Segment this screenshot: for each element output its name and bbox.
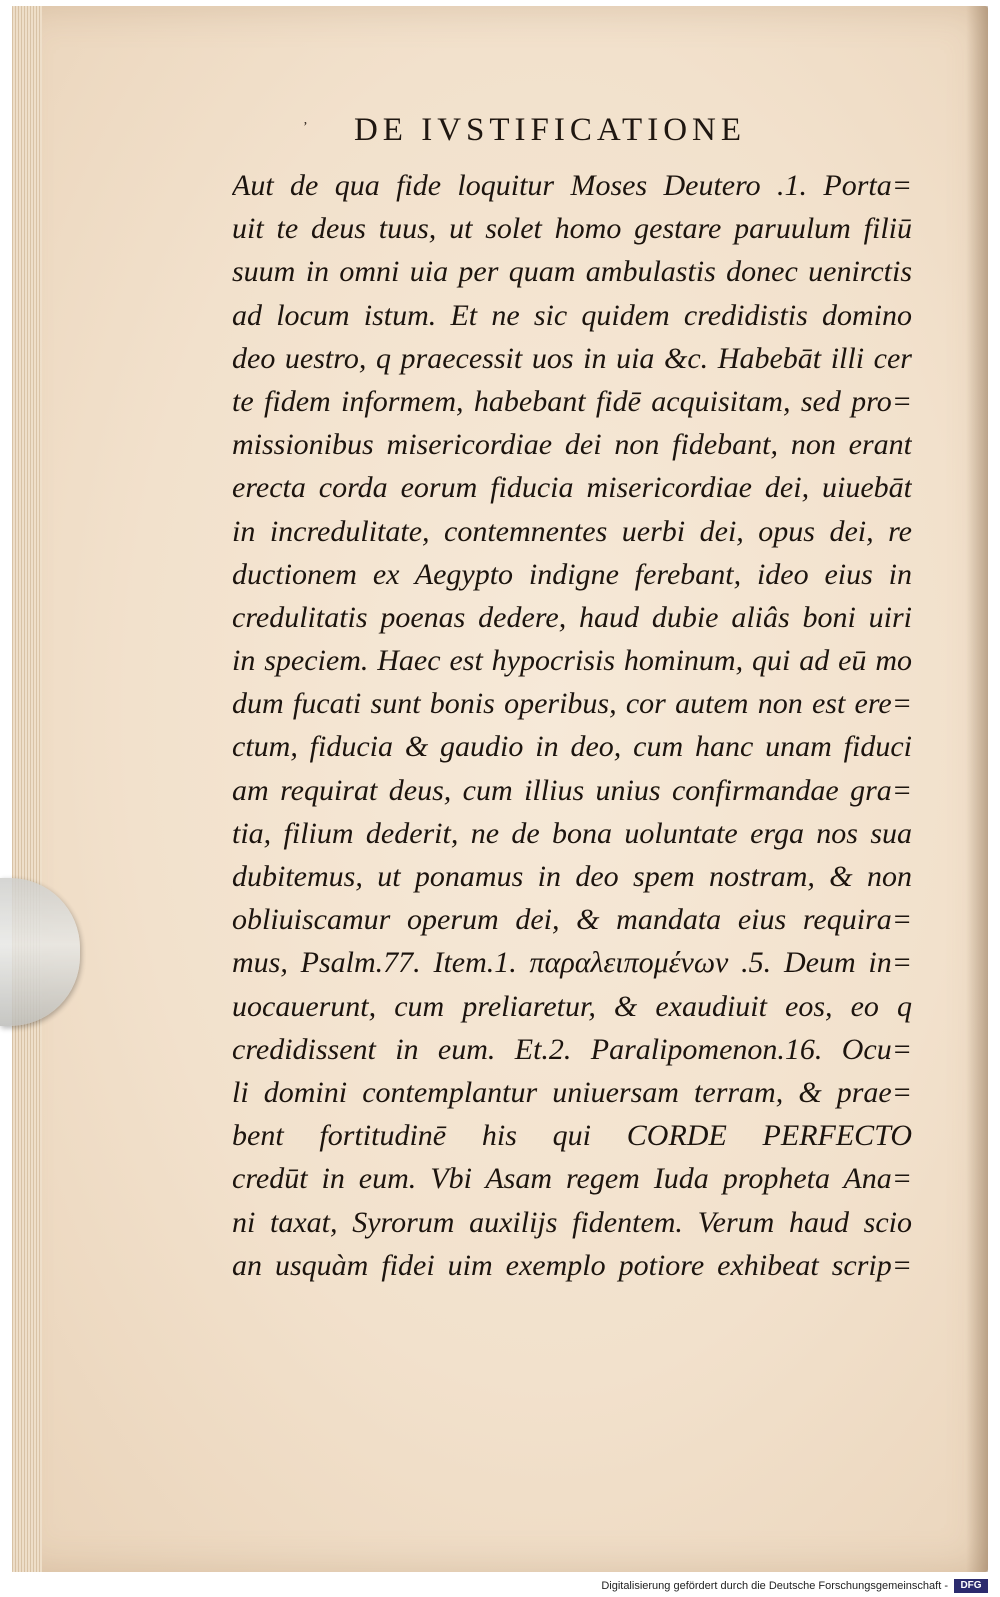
text-line: am requirat deus, cum illius unius confirmandae gra=: [232, 773, 912, 807]
text-line: an usquàm fidei uim exemplo potiore exhibeat scrip=: [232, 1248, 912, 1282]
text-line: obliuiscamur operum dei, & mandata eius requira=: [232, 903, 912, 937]
text-line: tia, filium dederit, ne de bona uoluntate erga nos sua: [232, 816, 912, 850]
text-line: suum in omni uia per quam ambulastis donec uenirctis: [232, 255, 912, 289]
running-head: DE IVSTIFICATIONE: [353, 112, 747, 148]
text-line: uit te deus tuus, ut solet homo gestare paruulum filiū: [232, 212, 912, 246]
footer-bar: [0, 1576, 1000, 1597]
text-line: Aut de qua fide loquitur Moses Deutero .1. Porta=: [232, 169, 912, 202]
text-line: dum fucati sunt bonis operibus, cor autem non est ere=: [232, 687, 912, 721]
text-line: ad locum istum. Et ne sic quidem credidistis domino: [232, 298, 912, 332]
gutter-shadow: [966, 6, 988, 1572]
head-mark: ’: [303, 120, 308, 135]
page-edges: [12, 6, 42, 1572]
text-line: te fidem informem, habebant fidē acquisitam, sed pro=: [232, 384, 912, 418]
text-line: in incredulitate, contemnentes uerbi dei, opus dei, re: [232, 514, 912, 548]
text-line: uocauerunt, cum preliaretur, & exaudiuit eos, eo q: [232, 989, 912, 1023]
text-line: deo uestro, q praecessit uos in uia &c. Habebāt illi cer: [232, 341, 912, 375]
funding-notice: Digitalisierung gefördert durch die Deutsche Forschungsgemeinschaft -: [601, 1580, 948, 1592]
text-line: mus, Psalm.77. Item.1. παραλειπομένων .5. Deum in=: [232, 946, 912, 980]
text-line: credūt in eum. Vbi Asam regem Iuda propheta Ana=: [232, 1162, 912, 1196]
text-line: ductionem ex Aegypto indigne ferebant, ideo eius in: [232, 557, 912, 591]
text-line: dubitemus, ut ponamus in deo spem nostram, & non: [232, 860, 912, 893]
body-text: [232, 164, 912, 1287]
text-line: credidissent in eum. Et.2. Paralipomenon.16. Ocu=: [232, 1032, 912, 1066]
text-line: ni taxat, Syrorum auxilijs fidentem. Verum haud scio: [232, 1205, 912, 1239]
text-line: missionibus misericordiae dei non fidebant, non erant: [232, 428, 912, 462]
text-line: in speciem. Haec est hypocrisis hominum, qui ad eū mo: [232, 644, 912, 678]
text-line: li domini contemplantur uniuersam terram, & prae=: [232, 1075, 912, 1109]
text-line: bent fortitudinē his qui CORDE PERFECTO: [232, 1119, 912, 1153]
text-line: erecta corda eorum fiducia misericordiae dei, uiuebāt: [232, 471, 912, 505]
text-line: credulitatis poenas dedere, haud dubie aliâs boni uiri: [232, 600, 912, 634]
text-line: ctum, fiducia & gaudio in deo, cum hanc unam fiduci: [232, 730, 912, 764]
dfg-logo: DFG: [954, 1579, 988, 1593]
